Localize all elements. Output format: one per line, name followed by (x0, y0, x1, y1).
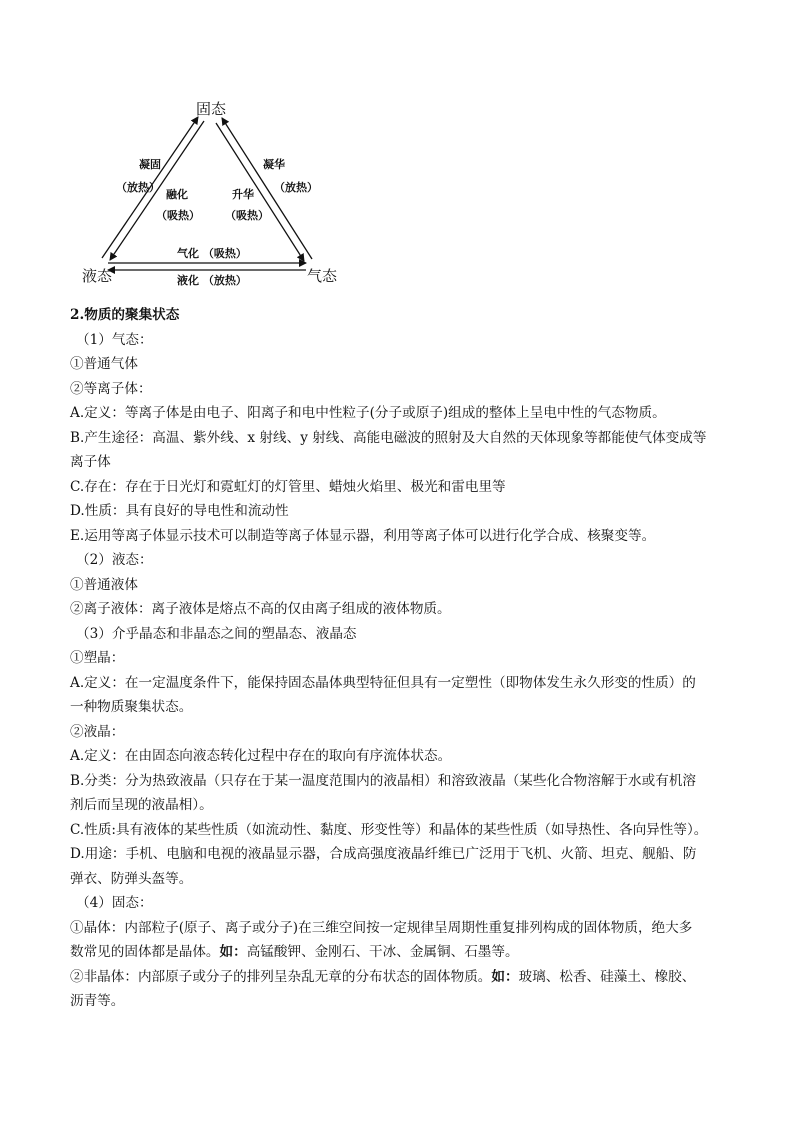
amorphous-example-label: 如： (491, 968, 519, 985)
crystal-examples: 高锰酸钾、金刚石、干冰、金属铜、石墨等。 (246, 944, 519, 960)
liquid-crystal-uses-2: 弹衣、防弹头盔等。 (70, 870, 193, 887)
liquid-crystal-title: ②液晶： (70, 723, 125, 740)
amorphous-examples: 玻璃、松香、硅藻土、橡胶、 (518, 968, 696, 985)
liquid-item-1: ①普通液体 (70, 576, 138, 593)
plasma-properties: D.性质：具有良好的导电性和流动性 (70, 503, 289, 519)
plasma-definition: A.定义：等离子体是由电子、阳离子和电中性粒子(分子或原子)组成的整体上呈电中性的气态物质。 (70, 405, 666, 421)
label-vaporize: 气化 （吸热） (177, 247, 247, 260)
crystal-definition-2 (70, 940, 740, 965)
plastic-crystal-title: ①塑晶： (70, 650, 125, 666)
gas-title: （1）气态： (76, 331, 153, 348)
liquid-crystal-properties: C.性质:具有液体的某些性质（如流动性、黏度、形变性等）和晶体的某些性质（如导热性、各向异性等）。 (70, 821, 708, 838)
crystal-text: 数常见的固体都是晶体。 (70, 944, 220, 960)
mid-state-title: （3）介乎晶态和非晶态之间的塑晶态、液晶态 (76, 625, 357, 642)
label-melt: 融化 (166, 188, 188, 201)
plastic-crystal-definition-1: A.定义：在一定温度条件下，能保持固态晶体典型特征但具有一定塑性（即物体发生永久形变的性质）的 (70, 674, 696, 691)
note-solidify: （放热） (116, 181, 160, 194)
note-deposit: （放热） (274, 181, 318, 194)
liquid-crystal-uses-1: D.用途：手机、电脑和电视的液晶显示器，合成高强度液晶纤维已广泛用于飞机、火箭、坦克、舰船、防 (70, 846, 697, 862)
phase-change-diagram (80, 95, 350, 285)
liquid-item-2: ②离子液体：离子液体是熔点不高的仅由离子组成的液体物质。 (70, 601, 451, 617)
plasma-existence: C.存在：存在于日光灯和霓虹灯的灯管里、蜡烛火焰里、极光和雷电里等 (70, 478, 506, 495)
liquid-crystal-definition: A.定义：在由固态向液态转化过程中存在的取向有序流体状态。 (70, 748, 452, 764)
liquid-crystal-classes-2: 剂后而呈现的液晶相）。 (70, 797, 213, 813)
liquid-title: （2）液态： (76, 552, 153, 568)
amorphous-text: ②非晶体：内部原子或分子的排列呈杂乱无章的分布状态的固体物质。 (70, 968, 492, 985)
label-sublimate: 升华 (232, 188, 254, 201)
plasma-sources-1: B.产生途径：高温、紫外线、x 射线、y 射线、高能电磁波的照射及大自然的天体现象等都能使气体变成等 (70, 429, 707, 446)
gas-item-1: ①普通气体 (70, 356, 138, 372)
amorphous-definition-2: 沥青等。 (70, 993, 125, 1009)
node-gas: 气态 (307, 267, 338, 285)
node-liquid: 液态 (82, 267, 113, 285)
note-sublimate: （吸热） (225, 209, 269, 222)
amorphous-definition-1 (70, 965, 740, 990)
crystal-definition-1: ①晶体：内部粒子(原子、离子或分子)在三维空间按一定规律呈周期性重复排列构成的固体物质，绝大多 (70, 919, 693, 936)
label-liquefy: 液化 （放热） (177, 274, 247, 287)
section-title: 2.物质的聚集状态 (70, 307, 180, 323)
solid-title: （4）固态： (76, 895, 153, 911)
gas-item-2: ②等离子体： (70, 380, 152, 397)
liquid-crystal-classes-1: B.分类：分为热致液晶（只存在于某一温度范围内的液晶相）和溶致液晶（某些化合物溶解于水或有机溶 (70, 772, 697, 789)
label-solidify: 凝固 (139, 158, 161, 171)
node-solid: 固态 (196, 100, 227, 118)
label-deposit: 凝华 (263, 158, 285, 171)
plastic-crystal-definition-2: 一种物质聚集状态。 (70, 699, 193, 715)
note-melt: （吸热） (156, 209, 200, 222)
plasma-applications: E.运用等离子体显示技术可以制造等离子体显示器，利用等离子体可以进行化学合成、核聚变等。 (70, 527, 656, 544)
plasma-sources-2: 离子体 (70, 454, 111, 470)
document-body (70, 303, 740, 1014)
crystal-example-label: 如： (219, 944, 247, 960)
